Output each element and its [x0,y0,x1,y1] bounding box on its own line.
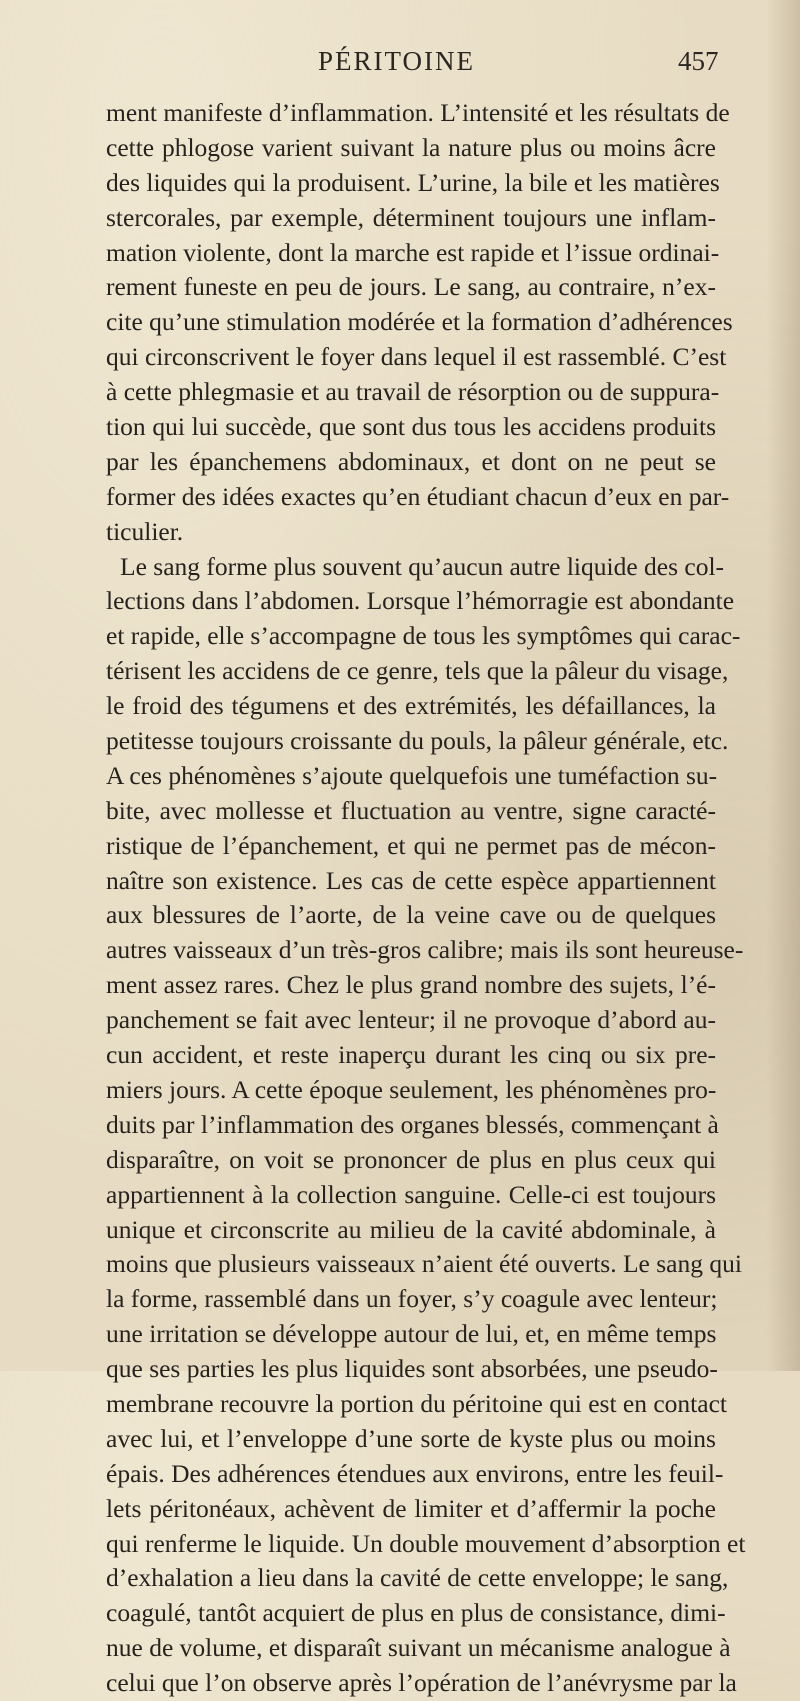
page-number: 457 [678,46,719,76]
text-line: former des idées exactes qu’en étudiant chacun d’eux en par- [106,481,730,511]
text-line: qui renferme le liquide. Un double mouvement d’absorption et [106,1528,746,1558]
text-line: la forme, rassemblé dans un foyer, s’y coagule avec lenteur; [106,1284,718,1314]
text-line: ment manifeste d’inflammation. L’intensité et les résultats de [106,98,730,127]
text-line: aux blessures de l’aorte, de la veine cave ou de quelques [106,900,716,930]
text-line: des liquides qui la produisent. L’urine, la bile et les matières [106,167,720,197]
text-line: à cette phlegmasie et au travail de résorption ou de suppura- [106,377,720,407]
text-line: naître son existence. Les cas de cette espèce appartiennent [106,865,716,895]
text-line: Le sang forme plus souvent qu’aucun autre liquide des col- [120,551,725,581]
text-line: ment assez rares. Chez le plus grand nombre des sujets, l’é- [106,970,716,1000]
text-line: cun accident, et reste inaperçu durant les cinq ou six pre- [106,1040,716,1070]
text-line: ristique de l’épanchement, et qui ne permet pas de mécon- [106,830,716,860]
body-text [106,96,746,1701]
text-line: d’exhalation a lieu dans la cavité de cette enveloppe; le sang, [106,1563,729,1593]
text-line: et rapide, elle s’accompagne de tous les symptômes qui carac- [106,621,741,651]
text-line: cette phlogose varient suivant la nature plus ou moins âcre [106,132,716,162]
text-line: nue de volume, et disparaît suivant un mécanisme analogue à [106,1633,731,1663]
text-line: mation violente, dont la marche est rapide et l’issue ordinai- [106,237,720,267]
text-line: ticulier. [106,516,184,546]
text-line: unique et circonscrite au milieu de la cavité abdominale, à [106,1214,716,1244]
text-line: petitesse toujours croissante du pouls, la pâleur générale, etc. [106,726,729,756]
running-title: PÉRITOINE [318,46,475,76]
text-line: lets péritonéaux, achèvent de limiter et d’affermir la poche [106,1493,716,1523]
page-header [0,46,800,86]
text-line: celui que l’on observe après l’opération de l’anévrysme par la [106,1668,737,1698]
text-line: lections dans l’abdomen. Lorsque l’hémorragie est abondante [106,586,735,616]
text-line: miers jours. A cette époque seulement, les phénomènes pro- [106,1074,717,1104]
text-line: panchement se fait avec lenteur; il ne provoque d’abord au- [106,1005,716,1035]
text-line: moins que plusieurs vaisseaux n’aient été ouverts. Le sang qui [106,1249,742,1279]
text-line: stercorales, par exemple, déterminent toujours une inflam- [106,202,716,232]
text-line: disparaître, on voit se prononcer de plus en plus ceux qui [106,1144,716,1174]
text-line: térisent les accidens de ce genre, tels que la pâleur du visage, [106,656,729,686]
text-line: bite, avec mollesse et fluctuation au ventre, signe caracté- [106,795,716,825]
text-line: appartiennent à la collection sanguine. Celle-ci est toujours [106,1179,716,1209]
text-line: cite qu’une stimulation modérée et la formation d’adhérences [106,307,733,337]
text-line: que ses parties les plus liquides sont absorbées, une pseudo- [106,1354,718,1384]
text-line: autres vaisseaux d’un très-gros calibre; mais ils sont heureuse- [106,935,744,965]
text-line: par les épanchemens abdominaux, et dont on ne peut se [106,446,716,476]
text-line: le froid des tégumens et des extrémités, les défaillances, la [106,691,716,721]
text-line: une irritation se développe autour de lui, et, en même temps [106,1319,717,1349]
text-line: tion qui lui succède, que sont dus tous les accidens produits [106,412,716,442]
text-line: rement funeste en peu de jours. Le sang, au contraire, n’ex- [106,272,716,302]
text-line: duits par l’inflammation des organes blessés, commençant à [106,1109,719,1139]
text-line: épais. Des adhérences étendues aux environs, entre les feuil- [106,1458,724,1488]
page-edge-shadow [766,0,800,1371]
text-line: A ces phénomènes s’ajoute quelquefois une tuméfaction su- [106,760,718,790]
text-line: coagulé, tantôt acquiert de plus en plus de consistance, dimi- [106,1598,726,1628]
text-line: qui circonscrivent le foyer dans lequel il est rassemblé. C’est [106,342,727,372]
text-line: avec lui, et l’enveloppe d’une sorte de kyste plus ou moins [106,1423,716,1453]
text-line: membrane recouvre la portion du péritoine qui est en contact [106,1388,727,1418]
